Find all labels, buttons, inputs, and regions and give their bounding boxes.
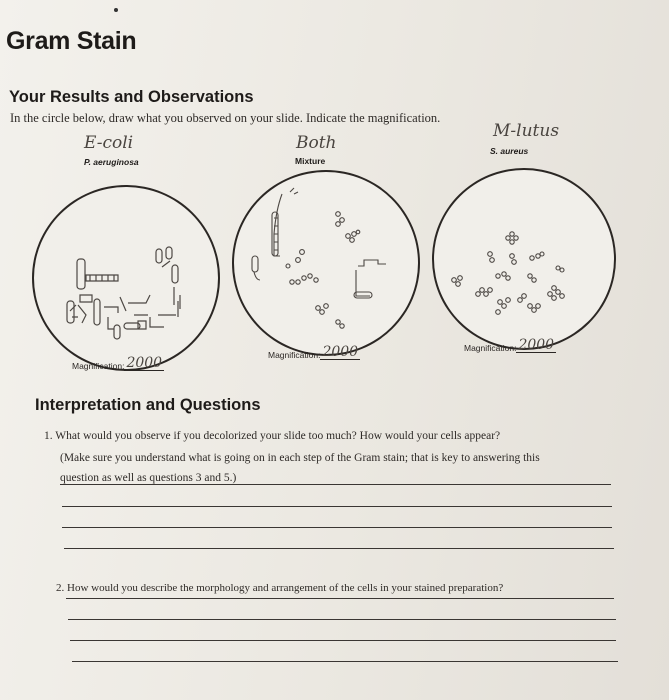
drawing-mixture-2 — [234, 172, 418, 354]
answer-line-1d[interactable] — [64, 548, 614, 549]
answer-line-1c[interactable] — [62, 527, 612, 528]
magnification-label-2: Magnification: — [268, 350, 321, 360]
magnification-label-1: Magnification: — [72, 361, 125, 371]
results-instructions: In the circle below, draw what you observed on your slide. Indicate the magnification. — [10, 111, 441, 125]
magnification-input-2[interactable] — [320, 345, 360, 360]
answer-line-1a[interactable] — [60, 484, 611, 485]
handwritten-label-1: E-coli — [84, 133, 134, 153]
top-dot-mark — [114, 8, 118, 12]
sample-label-3: S. aureus — [490, 146, 529, 156]
magnification-input-1[interactable] — [124, 356, 164, 371]
answer-line-2c[interactable] — [70, 640, 616, 641]
magnification-value-1: 2000 — [126, 355, 163, 371]
results-heading: Your Results and Observations — [9, 88, 254, 106]
question-2: 2. How would you describe the morphology and arrangement of the cells in your stained preparation? — [56, 582, 504, 594]
magnification-input-3[interactable] — [516, 338, 556, 353]
question-1-line-2: (Make sure you understand what is going on in each step of the Gram stain; that is key to answering this — [60, 452, 540, 464]
question-1-line-1: 1. What would you observe if you decolorized your slide too much? How would your cells appear? — [44, 430, 501, 442]
sample-label-1: P. aeruginosa — [84, 157, 139, 167]
page-title: Gram Stain — [6, 27, 137, 55]
answer-line-2b[interactable] — [68, 619, 616, 620]
drawing-cocci-3 — [434, 170, 614, 348]
observation-circle-3 — [432, 168, 616, 350]
question-1-line-3: question as well as questions 3 and 5.) — [60, 472, 237, 484]
sample-label-2: Mixture — [295, 156, 326, 166]
observation-circle-2 — [232, 170, 420, 356]
magnification-field-3 — [464, 338, 556, 353]
magnification-label-3: Magnification: — [464, 343, 517, 353]
drawing-rods-1 — [34, 187, 218, 369]
answer-line-1b[interactable] — [62, 506, 612, 507]
handwritten-label-2: Both — [296, 133, 337, 153]
answer-line-2d[interactable] — [72, 661, 618, 662]
magnification-value-2: 2000 — [322, 344, 359, 360]
magnification-value-3: 2000 — [518, 337, 555, 353]
magnification-field-2 — [268, 345, 360, 360]
observation-circle-1 — [32, 185, 220, 371]
answer-line-2a[interactable] — [66, 598, 614, 599]
magnification-field-1 — [72, 356, 164, 371]
interpretation-heading: Interpretation and Questions — [35, 396, 261, 414]
handwritten-label-3: M-lutus — [493, 121, 560, 141]
